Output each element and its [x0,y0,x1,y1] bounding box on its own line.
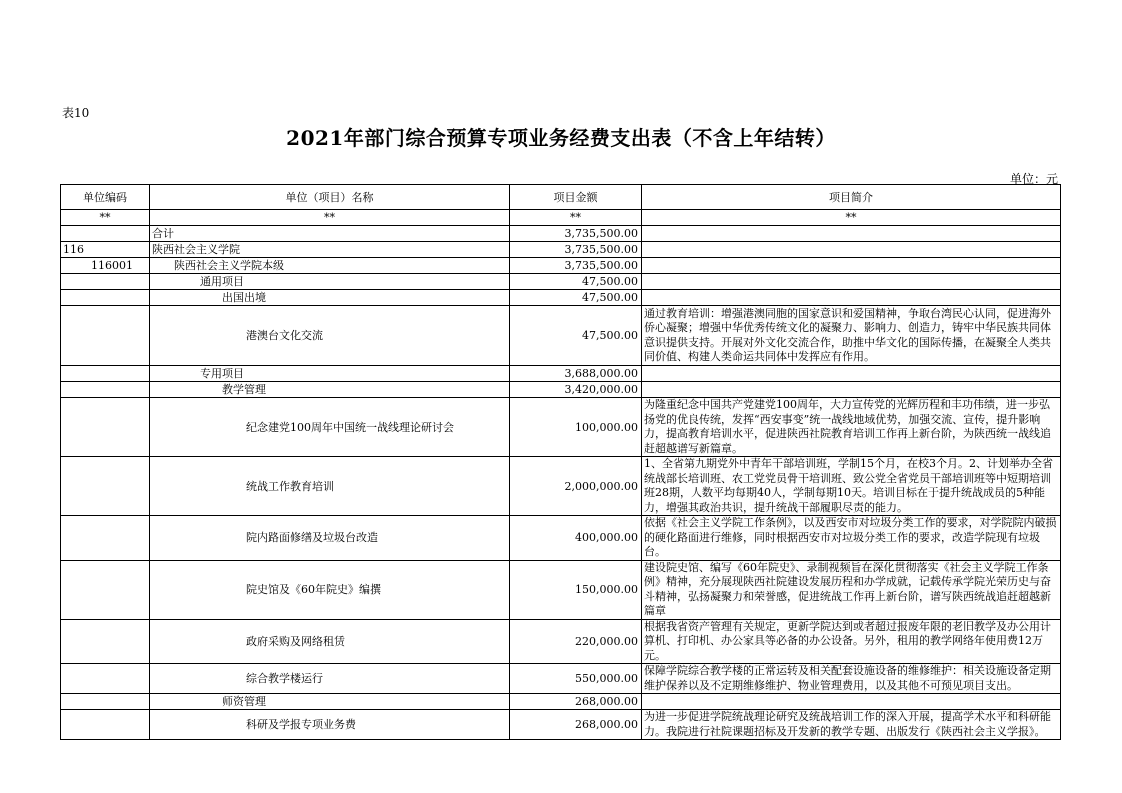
description-cell: 为进一步促进学院统战理论研究及统战培训工作的深入开展，提高学术水平和科研能力。我院进行社院课题招标及开发新的教学专题、出版发行《陕西社会主义学报》。 [642,710,1061,740]
code-cell [61,710,150,740]
name-cell: 合计 [150,226,510,242]
amount-cell: 268,000.00 [510,710,642,740]
amount-cell: 3,688,000.00 [510,366,642,382]
amount-cell: 3,735,500.00 [510,242,642,258]
name-cell: 科研及学报专项业务费 [150,710,510,740]
table-row [61,274,1061,290]
table-row [61,226,1061,242]
code-cell [61,274,150,290]
description-cell: 通过教育培训：增强港澳同胞的国家意识和爱国精神，争取台湾民心认同，促进海外侨心凝聚；增强中华优秀传统文化的凝聚力、影响力、创造力，铸牢中华民族共同体意识提供支持。开展对外文化交流合作，助推中华文化的国际传播，在凝聚全人类共同价值、构建人类命运共同体中发挥应有作用。 [642,306,1061,366]
code-cell [61,306,150,366]
code-cell: 116 [61,242,150,258]
description-cell [642,274,1061,290]
description-cell: 根据我省资产管理有关规定，更新学院达到或者超过报废年限的老旧教学及办公用计算机、打印机、办公家具等必备的办公设备。另外，租用的教学网络年使用费12万元。 [642,619,1061,664]
table-row [61,694,1061,710]
amount-cell: 100,000.00 [510,398,642,457]
amount-cell: 3,735,500.00 [510,226,642,242]
page-title: 2021年部门综合预算专项业务经费支出表（不含上年结转） [286,126,836,150]
code-cell: 116001 [61,258,150,274]
name-cell: 陕西社会主义学院 [150,242,510,258]
name-cell: 通用项目 [150,274,510,290]
amount-cell: 47,500.00 [510,306,642,366]
amount-cell: 400,000.00 [510,516,642,561]
description-cell: 保障学院综合教学楼的正常运转及相关配套设施设备的维修维护：相关设施设备定期维护保养以及不定期维修维护、物业管理费用，以及其他不可预见项目支出。 [642,664,1061,694]
name-cell: 统战工作教育培训 [150,457,510,516]
name-cell: 综合教学楼运行 [150,664,510,694]
code-cell [61,382,150,398]
table-header-row [61,185,1061,210]
table-row [61,306,1061,366]
table-row [61,560,1061,619]
description-cell: 为隆重纪念中国共产党建党100周年，大力宣传党的光辉历程和丰功伟绩，进一步弘扬党的优良传统，发挥“西安事变”统一战线地域优势，加强交流、宣传，提升影响力，提高教育培训水平，促进陕西社院教育培训工作再上新台阶，为陕西统一战线追赶超越谱写新篇章。 [642,398,1061,457]
unit-label: 单位：元 [1009,172,1058,186]
code-cell [61,560,150,619]
code-cell [61,226,150,242]
name-cell: 政府采购及网络租赁 [150,619,510,664]
code-cell [61,694,150,710]
table-number: 表10 [62,106,90,120]
name-cell: 纪念建党100周年中国统一战线理论研讨会 [150,398,510,457]
table-row [61,366,1061,382]
code-cell [61,516,150,561]
table-row [61,710,1061,740]
column-header-code: 单位编码 [61,185,150,210]
description-cell: 1、全省第九期党外中青年干部培训班，学制15个月，在校3个月。2、计划举办全省统战部长培训班、农工党党员骨干培训班、致公党全省党员干部培训班等中短期培训班28期，人数平均每期40人，学制每期10天。培训目标在于提升统战成员的5种能力，增强其政治共识，提升统战干部履职尽责的能力。 [642,457,1061,516]
column-header-amount: 项目金额 [510,185,642,210]
placeholder-cell: ** [150,210,510,226]
description-cell [642,242,1061,258]
amount-cell: 268,000.00 [510,694,642,710]
name-cell: 专用项目 [150,366,510,382]
code-cell [61,619,150,664]
table-row [61,619,1061,664]
table-row [61,382,1061,398]
table-row [61,664,1061,694]
table-row [61,516,1061,561]
description-cell: 建设院史馆、编写《60年院史》、录制视频旨在深化贯彻落实《社会主义学院工作条例》精神，充分展现陕西社院建设发展历程和办学成就，记载传承学院光荣历史与奋斗精神，弘扬凝聚力和荣誉感，促进统战工作再上新台阶，谱写陕西统战追赶超越新篇章 [642,560,1061,619]
description-cell [642,694,1061,710]
name-cell: 教学管理 [150,382,510,398]
description-cell [642,382,1061,398]
table-row [61,242,1061,258]
budget-table [60,184,1061,740]
amount-cell: 3,735,500.00 [510,258,642,274]
description-cell [642,226,1061,242]
description-cell: 依据《社会主义学院工作条例》，以及西安市对垃圾分类工作的要求，对学院院内破损的硬化路面进行维修，同时根据西安市对垃圾分类工作的要求，改造学院现有垃圾台。 [642,516,1061,561]
table-row [61,457,1061,516]
name-cell: 院史馆及《60年院史》编撰 [150,560,510,619]
placeholder-row [61,210,1061,226]
code-cell [61,366,150,382]
amount-cell: 47,500.00 [510,274,642,290]
code-cell [61,398,150,457]
column-header-name: 单位（项目）名称 [150,185,510,210]
name-cell: 师资管理 [150,694,510,710]
code-cell [61,664,150,694]
description-cell [642,258,1061,274]
description-cell [642,366,1061,382]
amount-cell: 550,000.00 [510,664,642,694]
table-row [61,290,1061,306]
name-cell: 院内路面修缮及垃圾台改造 [150,516,510,561]
name-cell: 港澳台文化交流 [150,306,510,366]
table-row [61,258,1061,274]
description-cell [642,290,1061,306]
column-header-description: 项目简介 [642,185,1061,210]
amount-cell: 47,500.00 [510,290,642,306]
amount-cell: 220,000.00 [510,619,642,664]
amount-cell: 2,000,000.00 [510,457,642,516]
placeholder-cell: ** [510,210,642,226]
table-row [61,398,1061,457]
amount-cell: 3,420,000.00 [510,382,642,398]
name-cell: 出国出境 [150,290,510,306]
amount-cell: 150,000.00 [510,560,642,619]
code-cell [61,457,150,516]
name-cell: 陕西社会主义学院本级 [150,258,510,274]
placeholder-cell: ** [61,210,150,226]
code-cell [61,290,150,306]
placeholder-cell: ** [642,210,1061,226]
